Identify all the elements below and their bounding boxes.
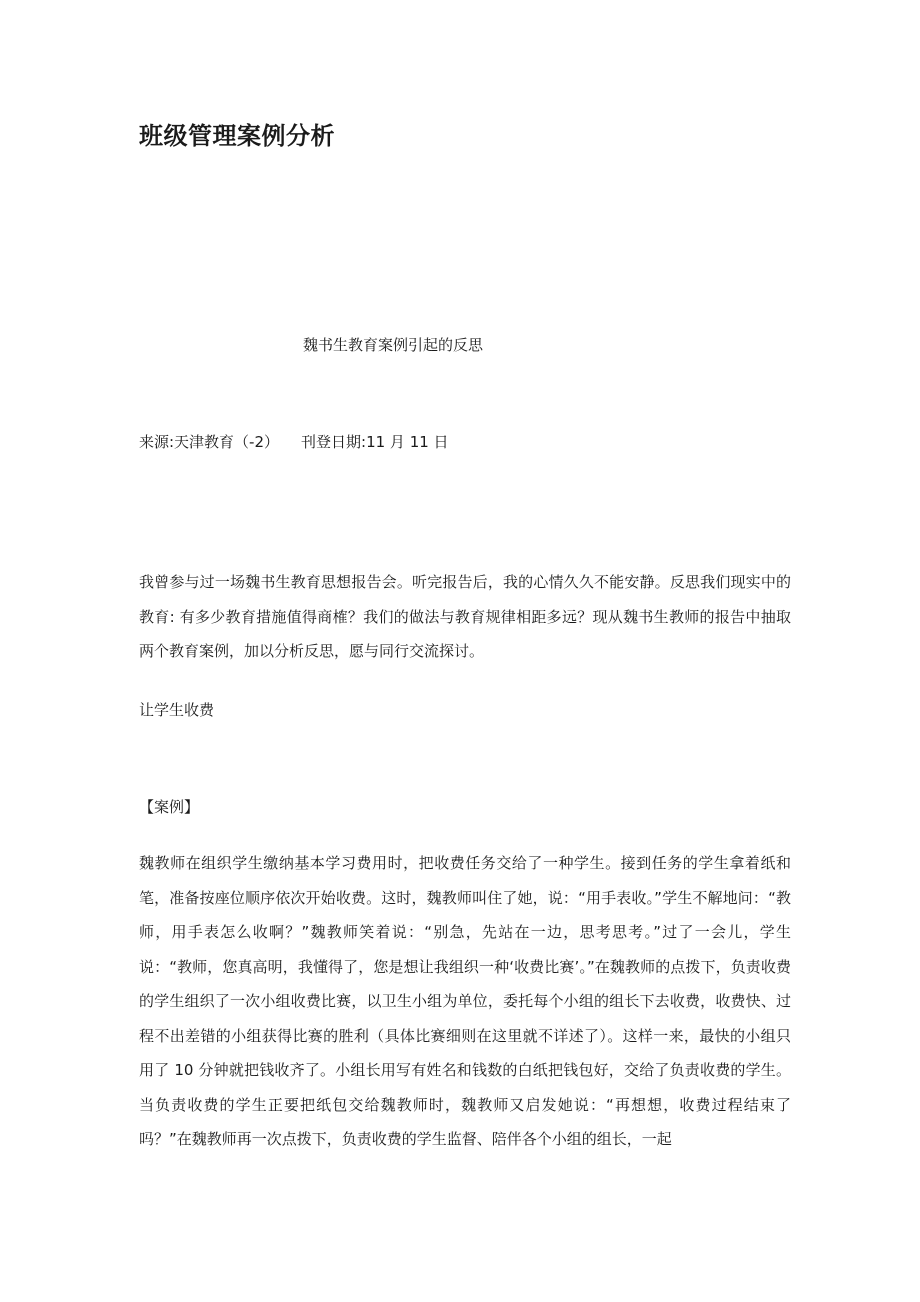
intro-paragraph: 我曾参与过一场魏书生教育思想报告会。听完报告后，我的心情久久不能安静。反思我们现实中的教育: 有多少教育措施值得商榷？我们的做法与教育规律相距多远？现从魏书生教师的报告中抽取两个教育案例，加以分析反思，愿与同行交流探讨。: [139, 573, 791, 660]
case-body-paragraph: 魏教师在组织学生缴纳基本学习费用时，把收费任务交给了一种学生。接到任务的学生拿着纸和笔，准备按座位顺序依次开始收费。这时，魏教师叫住了她，说：“用手表收。”学生不解地问：“教师，用手表怎么收啊？”魏教师笑着说：“别急，先站在一边，思考思考。”过了一会儿，学生说：“教师，您真高明，我懂得了，您是想让我组织一种‘收费比赛’。”在魏教师的点拨下，负责收费的学生组织了一次小组收费比赛，以卫生小组为单位，委托每个小组的组长下去收费，收费快、过程不出差错的小组获得比赛的胜利（具体比赛细则在这里就不详述了）。这样一来，最快的小组只用了 10 分钟就把钱收齐了。小组长用写有姓名和钱数的白纸把钱包好，交给了负责收费的学生。当负责收费的学生正要把纸包交给魏教师时，魏教师又启发她说：“再想想，收费过程结束了吗？”在魏教师再一次点拨下，负责收费的学生监督、陪伴各个小组的组长，一起: [139, 854, 791, 1148]
publish-date: 刊登日期:11 月 11 日: [301, 433, 449, 451]
source-label: 来源:天津教育（-2）: [139, 433, 280, 451]
case-label: 【案例】: [139, 798, 200, 816]
source-line: [139, 430, 449, 454]
section-heading: 让学生收费: [139, 701, 215, 719]
document-title: 班级管理案例分析: [139, 122, 335, 150]
article-subtitle: 魏书生教育案例引起的反思: [303, 336, 484, 354]
